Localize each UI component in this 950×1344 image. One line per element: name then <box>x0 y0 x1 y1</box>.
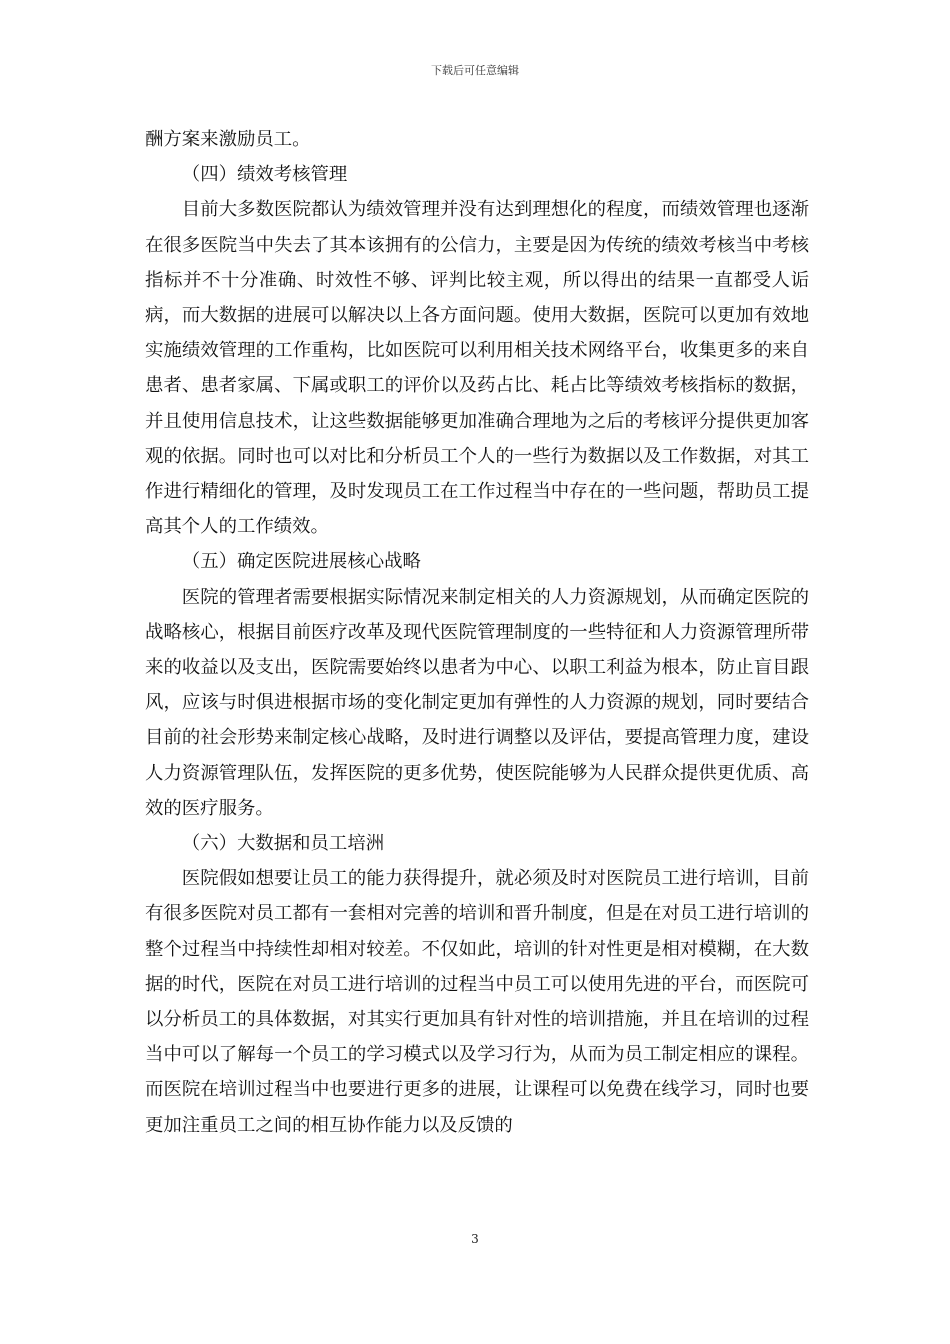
document-body <box>145 122 809 1143</box>
paragraph-continuation: 酬方案来激励员工。 <box>145 129 311 150</box>
paragraph-performance: 目前大多数医院都认为绩效管理并没有达到理想化的程度，而绩效管理也逐渐在很多医院当中失去了其本该拥有的公信力，主要是因为传统的绩效考核当中考核指标并不十分准确、时效性不够、评判比较主观，所以得出的结果一直都受人诟病，而大数据的进展可以解决以上各方面问题。使用大数据，医院可以更加有效地实施绩效管理的工作重构，比如医院可以利用相关技术网络平台，收集更多的来自患者、患者家属、下属或职工的评价以及药占比、耗占比等绩效考核指标的数据，并且使用信息技术，让这些数据能够更加准确合理地为之后的考核评分提供更加客观的依据。同时也可以对比和分析员工个人的一些行为数据以及工作数据，对其工作进行精细化的管理，及时发现员工在工作过程当中存在的一些问题，帮助员工提高其个人的工作绩效。 <box>145 199 809 538</box>
page-header: 下载后可任意编辑 <box>431 64 519 77</box>
section-heading-6: （六）大数据和员工培洲 <box>181 833 385 855</box>
paragraph-training: 医院假如想要让员工的能力获得提升，就必须及时对医院员工进行培训，目前有很多医院对员工都有一套相对完善的培训和晋升制度，但是在对员工进行培训的整个过程当中持续性却相对较差。不仅如此，培训的针对性更是相对模糊，在大数据的时代，医院在对员工进行培训的过程当中员工可以使用先进的平台，而医院可以分析员工的具体数据，对其实行更加具有针对性的培训措施，并且在培训的过程当中可以了解每一个员工的学习模式以及学习行为，从而为员工制定相应的课程。而医院在培训过程当中也要进行更多的进展，让课程可以免费在线学习，同时也要更加注重员工之间的相互协作能力以及反馈的 <box>145 868 809 1136</box>
section-heading-5: （五）确定医院进展核心战略 <box>181 551 421 573</box>
section-heading-4: （四）绩效考核管理 <box>181 164 348 186</box>
page-number: 3 <box>471 1232 479 1246</box>
paragraph-strategy: 医院的管理者需要根据实际情况来制定相关的人力资源规划，从而确定医院的战略核心，根据目前医疗改革及现代医院管理制度的一些特征和人力资源管理所带来的收益以及支出，医院需要始终以患者为中心、以职工利益为根本，防止盲目跟风，应该与时俱进根据市场的变化制定更加有弹性的人力资源的规划，同时要结合目前的社会形势来制定核心战略，及时进行调整以及评估，要提高管理力度，建设人力资源管理队伍，发挥医院的更多优势，使医院能够为人民群众提供更优质、高效的医疗服务。 <box>145 586 809 819</box>
